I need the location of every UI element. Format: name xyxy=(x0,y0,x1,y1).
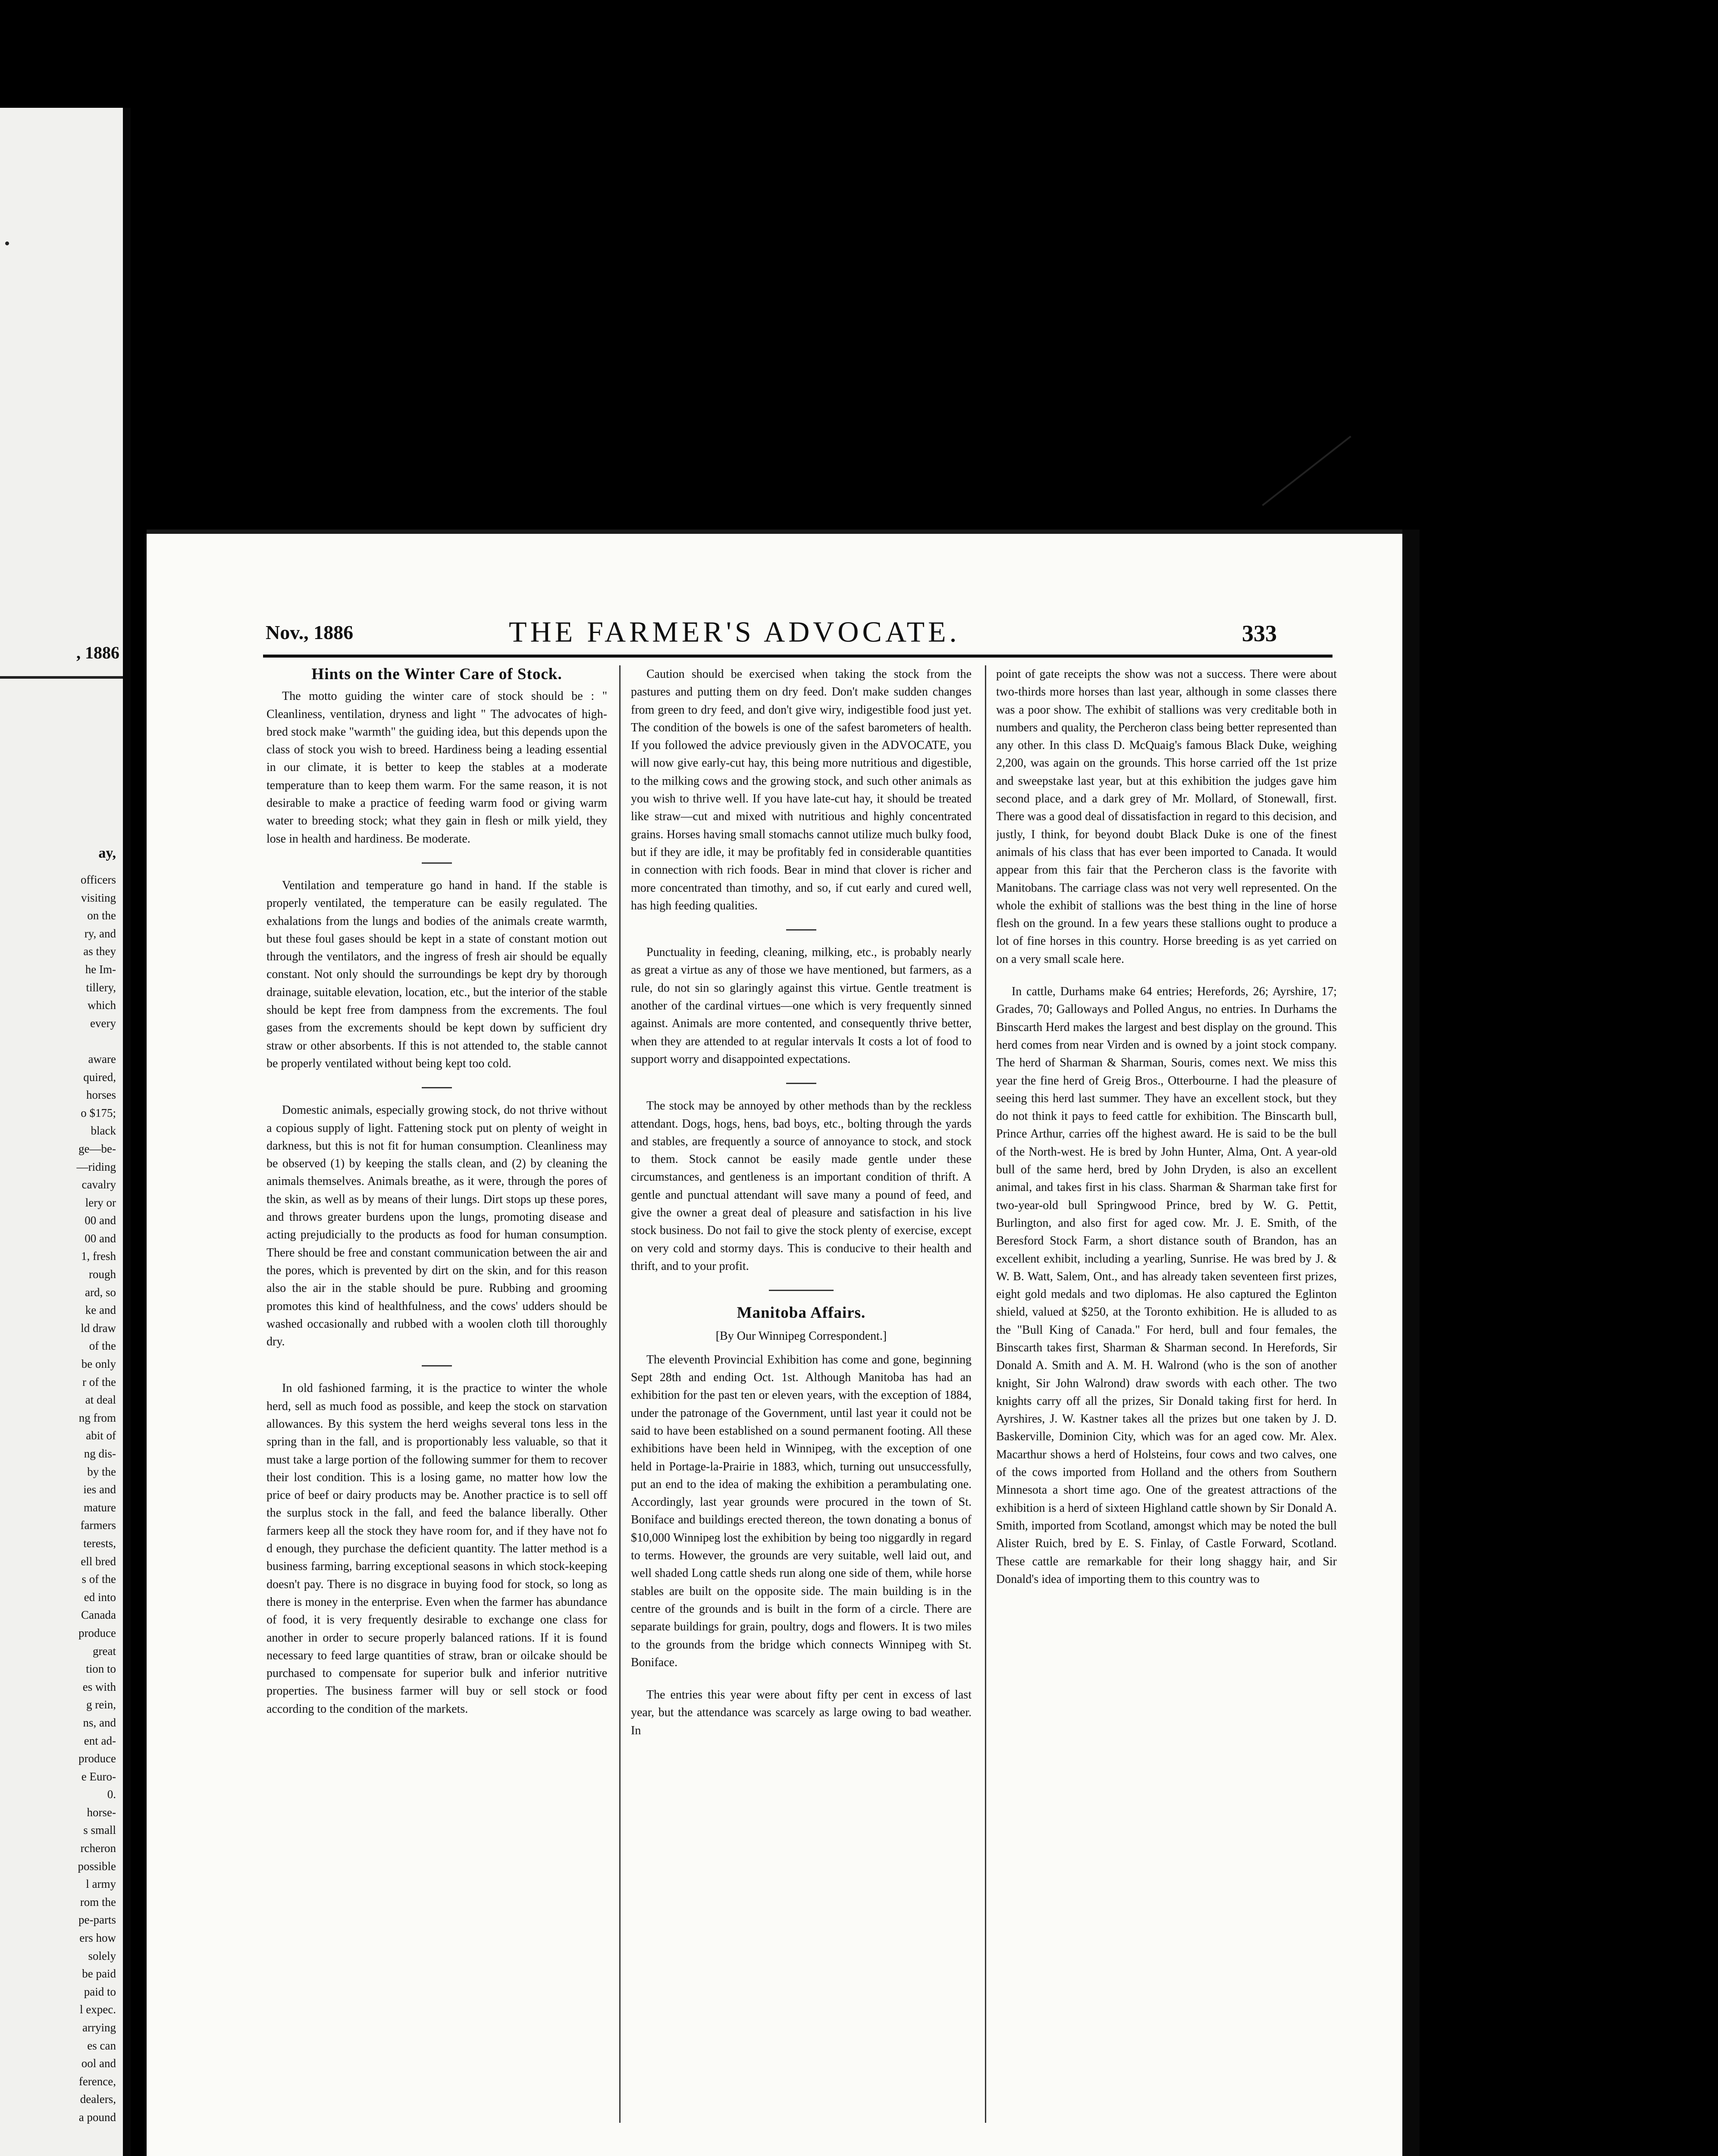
facing-page-line: mature xyxy=(84,1501,116,1514)
facing-page-line: o $175; xyxy=(81,1106,116,1119)
facing-page-line: 0. xyxy=(107,1788,116,1801)
facing-page-line: ld draw xyxy=(81,1321,116,1335)
facing-page-line: tillery, xyxy=(86,981,116,994)
facing-page-line: officers xyxy=(81,873,116,886)
paragraph: Punctuality in feeding, cleaning, milking, etc., is probably nearly as great a virtue as any of those we have mentioned, but farmers, as a rule, do not sin so glaringly against this virtue. Gentle treatment is another of the cardinal virtues—one which is very frequently sinned against. Animals are more contented, and consequently thrive better, when they are attended to at regular intervals It costs a lot of food to support worry and disappointed expectations. xyxy=(631,946,972,1066)
facing-page-text xyxy=(4,871,116,2127)
facing-page-line: ies and xyxy=(83,1483,116,1496)
facing-page-line: rom the xyxy=(80,1895,116,1908)
newspaper-page xyxy=(147,530,1420,2156)
facing-page-line: ool and xyxy=(81,2057,116,2070)
paragraph: In old fashioned farming, it is the practice to winter the whole herd, sell as much food as possible, and keep the stock on starvation allowances. By this system the herd weighs several tons less in the spring than in the fall, and is proportionably less valuable, so that it must take a large portion of the following summer for them to recover their lost condition. This is a losing game, no matter how low the price of beef or dairy products may be. Another practice is to sell off the surplus stock in the fall, and feed the balance liberally. Other farmers keep all the stock they have room for, and if they have not fo d enough, they purchase the deficient quantity. The latter method is a business farming, barring exceptional seasons in which stock-keeping doesn't pay. There is no disgrace in buying food for stock, so long as there is money in the enterprise. Even when the farmer has abundance of food, it is very frequently desirable to exchange one class for another in order to secure properly balanced rations. If it is found necessary to feed large quantities of straw, bran or oilcake should be purchased to compensate for superior bulk and inferior nutritive properties. The business farmer will buy or sell stock or food according to the condition of the markets. xyxy=(266,1382,607,1716)
facing-page-line: farmers xyxy=(80,1519,116,1532)
facing-page-line: abit of xyxy=(86,1429,116,1442)
facing-page-title-fragment: ay, xyxy=(98,845,116,861)
facing-page-line: lery or xyxy=(85,1196,116,1209)
facing-page-line: which xyxy=(88,999,116,1012)
facing-page-header: , 1886 xyxy=(76,643,119,662)
facing-page-line: be only xyxy=(81,1357,116,1371)
facing-page-line: —riding xyxy=(76,1160,116,1173)
article-title: Manitoba Affairs. xyxy=(737,1304,866,1322)
paragraph: The stock may be annoyed by other methods than by the reckless attendant. Dogs, hogs, hens, bad boys, etc., bolting through the yards and stables, are frequently a source of annoyance to stock, and stock to them. Stock cannot be easily made gentle under these circumstances, and gentleness is an important condition of thrift. A gentle and punctual attendant will save many a pound of feed, and give the owner a great deal of pleasure and satisfaction in his live stock business. Do not fail to give the stock plenty of exercise, except on very cold and stormy days. This is conducive to their health and thrift, and to your profit. xyxy=(631,1099,972,1273)
paragraph: Caution should be exercised when taking the stock from the pastures and putting them on dry feed. Don't make sudden changes from green to dry feed, and don't give wiry, indigestible food just yet. The condition of the bowels is one of the safest barometers of health. If you followed the advice previously given in the ADVOCATE, you will now give early-cut hay, this being more nutritious and digestible, to the milking cows and the growing stock, and such other animals as you wish to thrive well. If you have late-cut hay, it should be treated like straw—cut and mixed with nutritious and highly concentrated grains. Horses having small stomachs cannot utilize much bulky food, but if they are idle, it may be profitably fed in considerable quantities in connection with rich foods. Bear in mind that clover is richer and more concentrated than timothy, and so, if cut early and cured well, has high feeding qualities. xyxy=(631,667,972,912)
facing-page-line: g rein, xyxy=(86,1698,116,1711)
column-rule xyxy=(619,665,621,2123)
facing-page-line: solely xyxy=(88,1949,116,1962)
facing-page-line: ard, so xyxy=(85,1285,116,1299)
issue-date: Nov., 1886 xyxy=(266,621,354,643)
facing-page-line: ry, and xyxy=(84,927,116,940)
facing-page-line: rcheron xyxy=(80,1842,116,1855)
facing-page-line: es with xyxy=(82,1680,116,1693)
facing-page-line: ed into xyxy=(84,1590,116,1604)
separator xyxy=(422,862,452,864)
paragraph: The eleventh Provincial Exhibition has come and gone, beginning Sept 28th and ending Oct. 1st. Although Manitoba has had an exhibition for the past ten or eleven years, with the exception of 1884, under the patronage of the Government, until last year it could not be said to have been established on a sound permanent footing. All these exhibitions have been held in Winnipeg, with the exception of one held in Portage-la-Prairie in 1883, which, turning out unsuccessfully, put an end to the idea of making the exhibition a perambulating one. Accordingly, last year grounds were procured in the town of St. Boniface and buildings erected thereon, the town donating a bonus of $10,000 Winnipeg lost the exhibition by being too niggardly in regard to terms. However, the grounds are very suitable, well laid out, and well shaded Long cattle sheds run along one side of them, while horse stables are built on the opposite side. The main building is in the centre of the grounds and is built in the form of a circle. There are separate buildings for grain, poultry, dogs and flowers. It is two miles to the grounds from the bridge which connects Winnipeg with St. Boniface. xyxy=(631,1353,972,1669)
facing-page-line: ge—be- xyxy=(78,1142,116,1155)
article-title: Hints on the Winter Care of Stock. xyxy=(311,665,562,683)
page-header xyxy=(147,530,1402,659)
facing-page-line: l army xyxy=(86,1877,116,1891)
facing-page-line: ns, and xyxy=(83,1716,116,1729)
facing-page-line: ference, xyxy=(78,2075,116,2088)
column-3 xyxy=(996,665,1337,2123)
facing-page-line: visiting xyxy=(81,891,116,904)
separator xyxy=(786,929,816,931)
column-rule xyxy=(985,665,986,2123)
separator xyxy=(422,1087,452,1088)
facing-page-line: great xyxy=(93,1644,116,1658)
separator xyxy=(786,1083,816,1084)
scan-mark xyxy=(5,241,9,245)
facing-page-line: ell bred xyxy=(81,1554,116,1568)
facing-page-line: be paid xyxy=(82,1967,116,1981)
facing-page-line: l expec. xyxy=(80,2003,116,2016)
facing-page-line: by the xyxy=(87,1465,116,1478)
facing-page-rule xyxy=(0,676,123,679)
paragraph: Domestic animals, especially growing stock, do not thrive without a copious supply of light. Fattening stock put on plenty of weight in darkness, but this is not fit for human consumption. Cleanliness may be observed (1) by keeping the stalls clean, and (2) by cleaning the animals themselves. Animals breathe, as it were, through the pores of the skin, as well as by means of their lungs. Dirt stops up these pores, and throws greater burdens upon the lungs, promoting disease and acting prejudicially to the products as food for human consumption. There should be free and constant communication between the air and the pores, which is prevented by dirt on the skin, and for this reason also the air in the stable should be pure. Rubbing and grooming promotes this kind of healthfulness, and the cows' udders should be washed occasionally and rubbed with a woolen cloth till thoroughly dry. xyxy=(266,1103,607,1349)
header-rule xyxy=(263,655,1332,658)
byline: [By Our Winnipeg Correspondent.] xyxy=(715,1329,887,1343)
paragraph: Ventilation and temperature go hand in hand. If the stable is properly ventilated, the temperature can be easily regulated. The exhalations from the lungs and bodies of the animals create warmth, but these foul gases should be kept in a state of constant motion out through the ventilators, and the ingress of fresh air should be equally constant. Not only should the surroundings be kept dry by thorough drainage, suitable elevation, location, etc., but the interior of the stable should be kept free from dampness from the excrements. The foul gases from the excrements should be kept down by sufficient dry straw or other absorbents. If this is not attended to, the stable cannot be properly ventilated without being kept too cold. xyxy=(266,878,607,1070)
separator xyxy=(422,1365,452,1366)
facing-page-line xyxy=(4,1032,116,1050)
facing-page-line: 00 and xyxy=(85,1214,116,1227)
facing-page-line: he Im- xyxy=(85,962,116,976)
facing-page-line: rough xyxy=(89,1268,116,1281)
facing-page-line: Canada xyxy=(81,1608,116,1622)
facing-page-line: terests, xyxy=(83,1536,116,1550)
paragraph: The motto guiding the winter care of stock should be : " Cleanliness, ventilation, dryness and light " The advocates of high-bred stock make "warmth" the guiding idea, but this depends upon the class of stock you wish to breed. Hardiness being a leading essential in our climate, it is better to keep the stables at a moderate temperature than to keep them warm. For the same reason, it is not desirable to make a practice of feeding warm food or giving warm water to breeding stock; what they gain in flesh or milk yield, they lose in health and hardiness. Be moderate. xyxy=(266,689,607,846)
facing-page-line: horse- xyxy=(87,1805,116,1819)
column-2 xyxy=(631,665,972,2123)
facing-page-line: tion to xyxy=(86,1662,116,1676)
facing-page-line: aware xyxy=(88,1052,116,1065)
facing-page-line: r of the xyxy=(82,1375,116,1388)
facing-page-line: es can xyxy=(87,2039,116,2052)
facing-page-line: pe-parts xyxy=(78,1913,116,1927)
facing-page-line: ng from xyxy=(78,1411,116,1424)
facing-page-line: arrying xyxy=(82,2021,116,2034)
separator xyxy=(769,1290,834,1291)
facing-page-line: s small xyxy=(83,1824,116,1837)
paragraph: The entries this year were about fifty per cent in excess of last year, but the attendance was scarcely as large owing to bad weather. In xyxy=(631,1688,972,1737)
facing-page-line: quired, xyxy=(83,1070,116,1084)
facing-page-line: as they xyxy=(83,945,116,958)
facing-page-line: possible xyxy=(78,1859,116,1873)
facing-page-line: horses xyxy=(86,1088,116,1102)
facing-page-line: black xyxy=(91,1124,116,1138)
masthead-title: THE FARMER'S ADVOCATE. xyxy=(509,615,960,648)
facing-page-line: paid to xyxy=(84,1985,116,1998)
facing-page-line: dealers, xyxy=(80,2093,116,2106)
paragraph: point of gate receipts the show was not a success. There were about two-thirds more horses than last year, although in some classes there was a poor show. The exhibit of stallions was very creditable both in numbers and quality, the Percheron class being better represented than any other. In this class D. McQuaig's famous Black Duke, weighing 2,200, was again on the grounds. This horse carried off the 1st prize and sweepstake last year, but at this exhibition the judges gave him second place, and a dark grey of Mr. Mollard, of Stonewall, first. There was a good deal of dissatisfaction in regard to this decision, and justly, I think, for beyond doubt Black Duke is one of the finest animals of his class that has ever been imported to Canada. It would appear from this fair that the Percheron class is the favorite with Manitobans. The carriage class was not very well represented. On the whole the exhibit of stallions was the best thing in the line of horse flesh on the ground. In a few years these stallions ought to produce a lot of fine horses in this country. Horse breeding is as yet carried on on a very small scale here. xyxy=(996,667,1337,966)
column-1 xyxy=(266,665,607,2123)
paragraph: In cattle, Durhams make 64 entries; Herefords, 26; Ayrshire, 17; Grades, 70; Galloways and Polled Angus, no entries. In Durhams the Binscarth Herd makes the largest and best display on the ground. This herd comes from near Virden and is owned by a joint stock company. The herd of Sharman & Sharman, Souris, comes next. We miss this year the fine herd of Greig Bros., Otterbourne. I had the pleasure of seeing this herd last summer. They have an excellent stock, but they do not think it pays to feed cattle for exhibition. The Binscarth bull, Prince Arthur, carries off the highest award. He is said to be the bull of the North-west. He is bred by John Hunter, Alma, Ont. A year-old bull of the same herd, bred by John Dryden, is also an excellent animal, and takes first in his class. Sharman & Sharman take first for two-year-old bull Springwood Prince, bred by W. G. Pettit, Burlington, and also first for aged cow. Mr. J. E. Smith, of the Beresford Stock Farm, a short distance south of Brandon, has an excellent exhibit, including a yearling, Sunrise. He was bred by J. & W. B. Watt, Salem, Ont., and has already taken seventeen first prizes, eight gold medals and two diplomas. He also captured the Eglinton shield, valued at $250, at the Toronto exhibition. He is alluded to as the "Bull King of Canada." For herd, bull and four females, the Binscarth takes first, Sharman & Sharman second. In Herefords, Sir Donald A. Smith and A. M. H. Walrond (who is the son of another knight, Sir John Walrond) draw swords with each other. The two knights carry off all the prizes, Sir Donald taking first for herd. In Ayrshires, J. W. Kastner takes all the prizes but one taken by J. D. Baskerville, Dominion City, which was for an aged cow. Mr. Alex. Macarthur shows a herd of Holsteins, four cows and two calves, one of the cows imported from Holland and the others from Southern Minnesota a short time ago. One of the greatest attractions of the exhibition is a herd of sixteen Highland cattle shown by Sir Donald A. Smith, imported from Scotland, amongst which may be noted the bull Alister Ruich, bred by E. S. Finlay, of Castle Forward, Scotland. These cattle are remarkable for their long shaggy hair, and Sir Donald's idea of importing them to this country was to xyxy=(996,985,1337,1586)
facing-page-fragment xyxy=(0,108,131,2156)
facing-page-line: every xyxy=(90,1016,116,1030)
facing-page-line: produce xyxy=(78,1752,116,1765)
facing-page-line: ent ad- xyxy=(84,1734,116,1747)
scan-mark xyxy=(1262,436,1351,506)
facing-page-line: a pound xyxy=(78,2110,116,2124)
facing-page-line: s of the xyxy=(82,1573,116,1586)
facing-page-line: ng dis- xyxy=(84,1447,116,1460)
page-number: 333 xyxy=(1242,620,1277,646)
facing-page-line: ke and xyxy=(85,1304,116,1317)
facing-page-line: e Euro- xyxy=(81,1770,116,1783)
facing-page-line: ers how xyxy=(79,1931,116,1945)
facing-page-line: produce xyxy=(78,1626,116,1639)
facing-page-line: of the xyxy=(89,1339,116,1353)
facing-page-line: at deal xyxy=(85,1393,116,1407)
facing-page-line: cavalry xyxy=(82,1178,116,1191)
facing-page-line: 00 and xyxy=(85,1232,116,1245)
facing-page-line: 1, fresh xyxy=(81,1250,116,1263)
facing-page-line: on the xyxy=(87,909,116,922)
